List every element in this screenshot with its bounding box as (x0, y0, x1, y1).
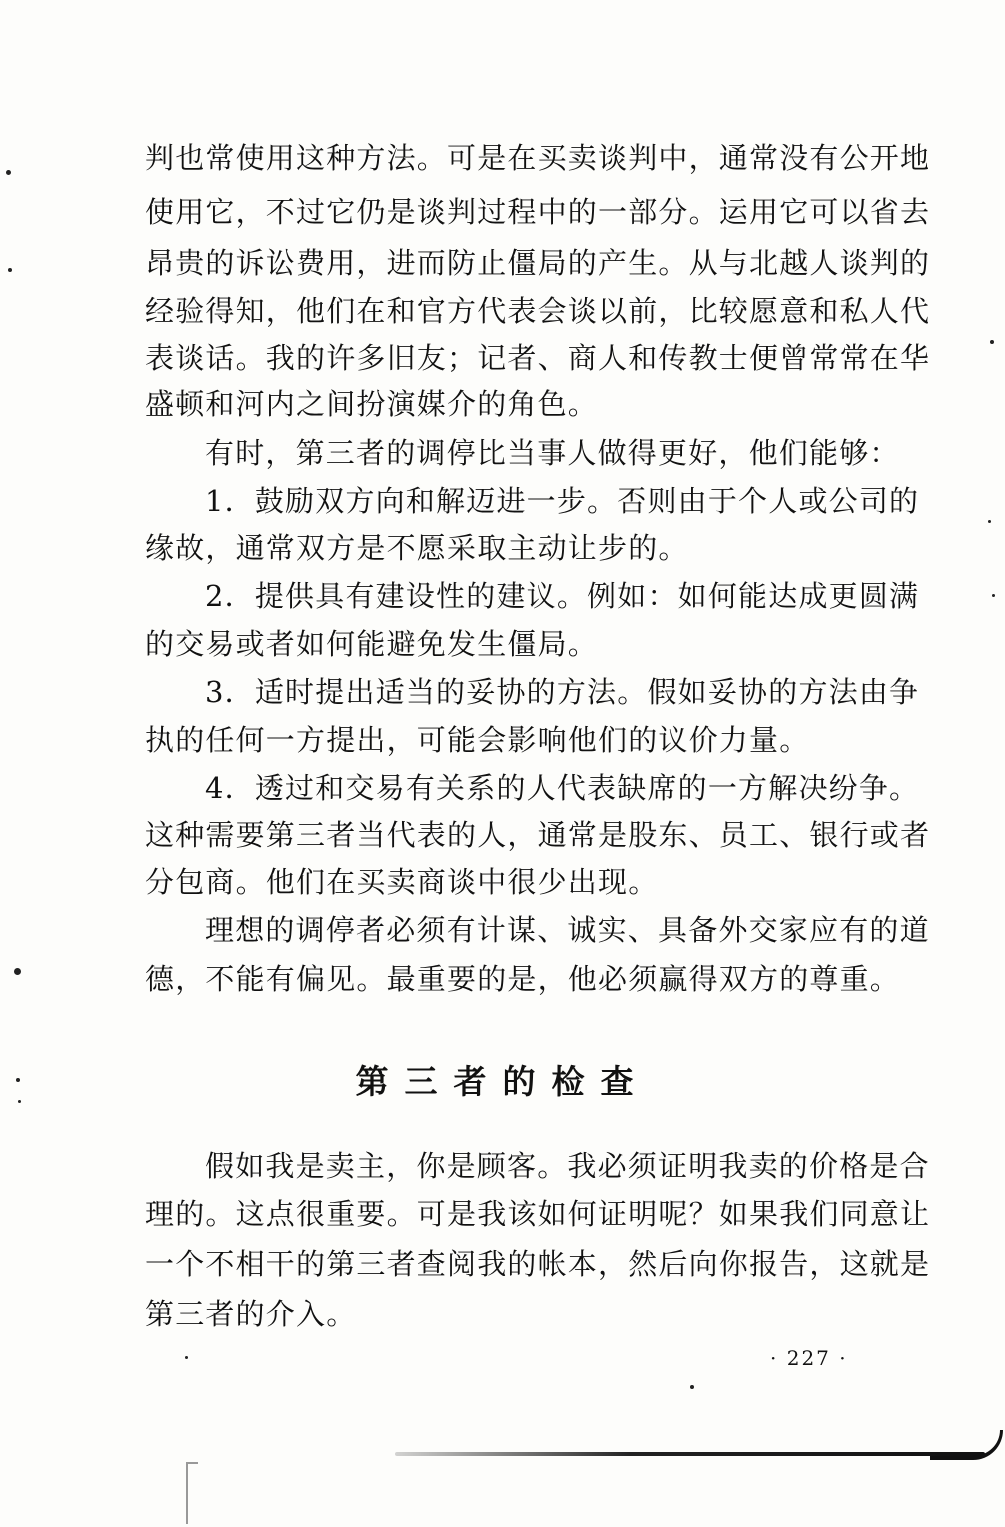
text-line: 一个不相干的第三者查阅我的帐本，然后向你报告，这就是 (145, 1247, 931, 1281)
scan-speck (690, 1385, 694, 1389)
text-line: 这种需要第三者当代表的人，通常是股东、员工、银行或者 (145, 818, 931, 852)
text-line: 执的任何一方提出，可能会影响他们的议价力量。 (145, 723, 810, 757)
scan-speck (185, 1356, 188, 1359)
binding-mark (186, 1462, 198, 1524)
scan-speck (992, 594, 995, 597)
scan-speck (988, 520, 991, 523)
text-line: 使用它，不过它仍是谈判过程中的一部分。运用它可以省去 (145, 195, 931, 229)
scan-speck (18, 1100, 21, 1103)
scan-speck (8, 268, 12, 272)
list-item-1: 1．鼓励双方向和解迈进一步。否则由于个人或公司的 (205, 484, 920, 518)
text-line: 盛顿和河内之间扮演媒介的角色。 (145, 387, 599, 421)
list-item-4: 4．透过和交易有关系的人代表缺席的一方解决纷争。 (205, 771, 920, 805)
text-line: 表谈话。我的许多旧友；记者、商人和传教士便曾常常在华 (145, 341, 931, 375)
text-line: 有时，第三者的调停比当事人做得更好，他们能够： (205, 436, 900, 470)
text-line: 理的。这点很重要。可是我该如何证明呢？如果我们同意让 (145, 1197, 931, 1231)
list-item-3: 3．适时提出适当的妥协的方法。假如妥协的方法由争 (205, 675, 920, 709)
text-line: 假如我是卖主，你是顾客。我必须证明我卖的价格是合 (205, 1149, 930, 1183)
text-line: 经验得知，他们在和官方代表会谈以前，比较愿意和私人代 (145, 294, 931, 328)
text-line: 理想的调停者必须有计谋、诚实、具备外交家应有的道 (205, 913, 930, 947)
scan-speck (6, 170, 11, 175)
scan-speck (16, 1078, 20, 1082)
scan-edge-line (395, 1452, 985, 1456)
text-line: 缘故，通常双方是不愿采取主动让步的。 (145, 531, 689, 565)
page-number: · 227 · (770, 1346, 848, 1370)
scan-speck (990, 340, 994, 344)
scan-edge-curl (930, 1430, 1003, 1460)
text-line: 昂贵的诉讼费用，进而防止僵局的产生。从与北越人谈判的 (145, 246, 931, 280)
text-line: 第三者的介入。 (145, 1297, 357, 1331)
list-item-2: 2．提供具有建设性的建议。例如：如何能达成更圆满 (205, 579, 920, 613)
scan-speck (14, 968, 21, 975)
section-heading: 第三者的检查 (355, 1062, 650, 1101)
text-line: 判也常使用这种方法。可是在买卖谈判中，通常没有公开地 (145, 141, 931, 175)
text-line: 的交易或者如何能避免发生僵局。 (145, 627, 599, 661)
text-line: 分包商。他们在买卖商谈中很少出现。 (145, 865, 659, 899)
text-line: 德，不能有偏见。最重要的是，他必须赢得双方的尊重。 (145, 962, 901, 996)
